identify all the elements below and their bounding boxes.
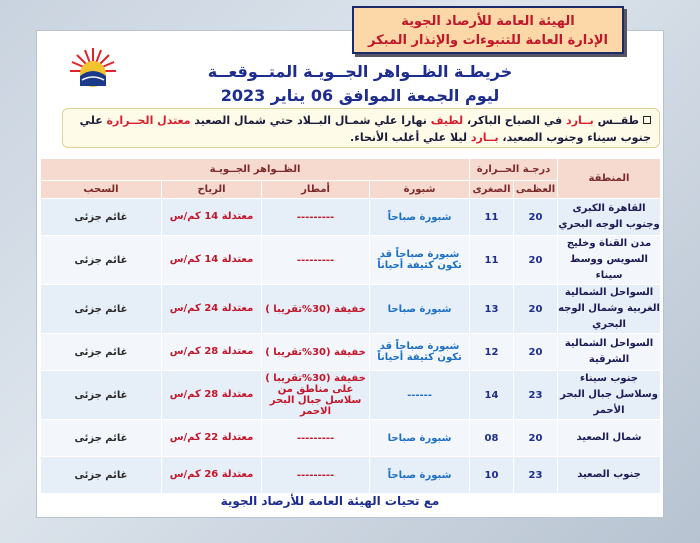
max-temp-cell: 23 <box>514 457 558 494</box>
fog-cell: شبورة صباحاً <box>370 457 470 494</box>
wind-cell: معتدلة 28 كم/س <box>162 371 262 420</box>
min-temp-cell: 12 <box>470 334 514 371</box>
max-temp-cell: 20 <box>514 334 558 371</box>
wind-cell: معتدلة 14 كم/س <box>162 199 262 236</box>
header-temperature: درجـة الحــرارة <box>470 159 558 181</box>
clouds-cell: غائم جزئى <box>41 236 162 285</box>
header-fog: شبورة <box>370 181 470 199</box>
wind-cell: معتدلة 28 كم/س <box>162 334 262 371</box>
fog-cell: شبورة صباحاً قد تكون كثيفة أحياناً <box>370 334 470 371</box>
min-temp-cell: 11 <box>470 236 514 285</box>
table-row <box>41 457 661 494</box>
table-row <box>41 420 661 457</box>
wind-cell: معتدلة 22 كم/س <box>162 420 262 457</box>
forecast-table <box>40 158 661 494</box>
region-cell: القاهرة الكبرى وجنوب الوجه البحري <box>558 199 661 236</box>
table-row <box>41 236 661 285</box>
organization-banner <box>352 6 624 54</box>
header-rain: أمطار <box>262 181 370 199</box>
rain-cell: --------- <box>262 199 370 236</box>
table-row <box>41 285 661 334</box>
rain-cell: --------- <box>262 420 370 457</box>
summary-text: في الصباح الباكر، <box>463 114 567 127</box>
summary-highlight: معتدل الحــرارة <box>106 114 191 127</box>
ema-logo-icon <box>68 46 118 96</box>
summary-text: ليلا علي أغلب الأنحاء. <box>350 131 471 144</box>
max-temp-cell: 20 <box>514 199 558 236</box>
max-temp-cell: 20 <box>514 420 558 457</box>
summary-text: نهارا علي شمـال البــلاد حتي شمال الصعيد <box>190 114 431 127</box>
table-row <box>41 371 661 420</box>
min-temp-cell: 10 <box>470 457 514 494</box>
header-wind: الرياح <box>162 181 262 199</box>
wind-cell: معتدلة 26 كم/س <box>162 457 262 494</box>
rain-cell: خفيفة (30%تقريبا ) <box>262 334 370 371</box>
region-cell: مدن القناة وخليج السويس ووسط سيناء <box>558 236 661 285</box>
page-title: خريطـة الظــواهر الجــويـة المتــوقعــة <box>207 62 513 81</box>
region-cell: السواحل الشمالية الشرقية <box>558 334 661 371</box>
rain-cell: --------- <box>262 457 370 494</box>
fog-cell: ------ <box>370 371 470 420</box>
region-cell: جنوب سيناء وسلاسل جبال البحر الأحمر <box>558 371 661 420</box>
region-cell: شمال الصعيد <box>558 420 661 457</box>
summary-highlight: بــارد <box>566 114 594 127</box>
rain-cell: --------- <box>262 236 370 285</box>
region-cell: السواحل الشمالية الغربية وشمال الوجه البحري <box>558 285 661 334</box>
region-cell: جنوب الصعيد <box>558 457 661 494</box>
fog-cell: شبورة صباحاً قد تكون كثيفة أحياناً <box>370 236 470 285</box>
header-region: المنطقة <box>558 159 661 199</box>
clouds-cell: غائم جزئى <box>41 334 162 371</box>
fog-cell: شبورة صباحا <box>370 420 470 457</box>
min-temp-cell: 11 <box>470 199 514 236</box>
wind-cell: معتدلة 24 كم/س <box>162 285 262 334</box>
table-row <box>41 199 661 236</box>
wind-cell: معتدلة 14 كم/س <box>162 236 262 285</box>
header-max: العظمى <box>514 181 558 199</box>
summary-highlight: بــارد <box>470 131 499 144</box>
max-temp-cell: 23 <box>514 371 558 420</box>
weather-summary <box>62 108 660 148</box>
summary-text: علي جنوب سيناء وجنوب الصعيد، <box>79 114 651 144</box>
header-min: الصغرى <box>470 181 514 199</box>
rain-cell: خفيفة (30%تقريبا ) <box>262 285 370 334</box>
min-temp-cell: 08 <box>470 420 514 457</box>
checkbox-bullet-icon <box>643 116 651 124</box>
org-name: الهيئة العامة للأرصاد الجوية <box>401 14 575 29</box>
clouds-cell: غائم جزئى <box>41 285 162 334</box>
fog-cell: شبورة صباحاً <box>370 199 470 236</box>
clouds-cell: غائم جزئى <box>41 420 162 457</box>
header-clouds: السحب <box>41 181 162 199</box>
rain-cell: خفيفة (30%تقريبا ) على مناطق من سلاسل جبال البحر الاحمر <box>262 371 370 420</box>
table-row <box>41 334 661 371</box>
min-temp-cell: 13 <box>470 285 514 334</box>
org-department: الإدارة العامة للتنبوءات والإنذار المبكر <box>368 33 608 48</box>
summary-highlight: لطيف <box>430 114 464 127</box>
clouds-cell: غائم جزئى <box>41 371 162 420</box>
max-temp-cell: 20 <box>514 285 558 334</box>
page-subtitle: ليوم الجمعة الموافق 06 يناير 2023 <box>220 86 500 105</box>
max-temp-cell: 20 <box>514 236 558 285</box>
min-temp-cell: 14 <box>470 371 514 420</box>
summary-text: طقــس <box>593 114 639 127</box>
header-phenomena: الظــواهر الجــويـة <box>41 159 470 181</box>
footer-greeting: مع تحيات الهيئة العامة للأرصاد الجوية <box>220 494 440 508</box>
clouds-cell: غائم جزئى <box>41 199 162 236</box>
fog-cell: شبورة صباحا <box>370 285 470 334</box>
clouds-cell: غائم جزئى <box>41 457 162 494</box>
